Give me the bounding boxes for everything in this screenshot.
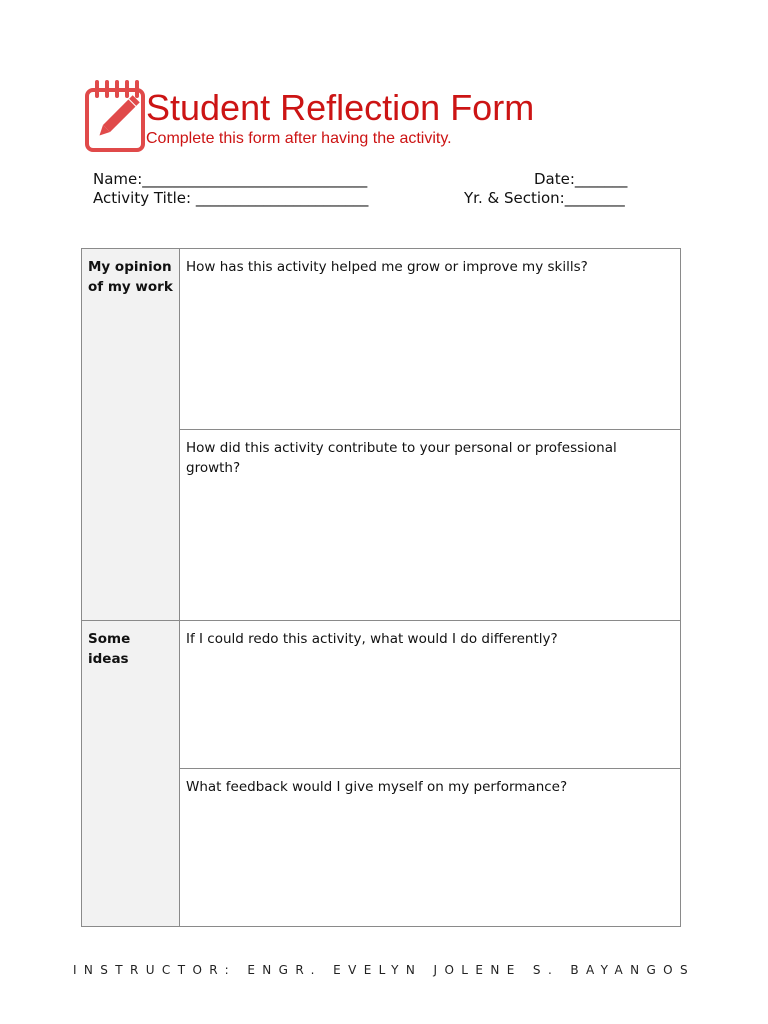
question-cell[interactable]: What feedback would I give myself on my performance? <box>180 769 681 927</box>
question-cell[interactable]: If I could redo this activity, what would I do differently? <box>180 621 681 769</box>
section-label-ideas: Some ideas <box>82 621 180 927</box>
question-cell[interactable]: How did this activity contribute to your personal or professional growth? <box>180 430 681 621</box>
table-row <box>82 621 681 769</box>
name-field[interactable]: Name:______________________________ <box>93 170 368 188</box>
page-title: Student Reflection Form <box>146 87 535 128</box>
section-field[interactable]: Yr. & Section:________ <box>464 189 625 207</box>
question-cell[interactable]: How has this activity helped me grow or improve my skills? <box>180 249 681 430</box>
instructor-footer: INSTRUCTOR: ENGR. EVELYN JOLENE S. BAYANGOS <box>72 963 696 977</box>
form-header <box>84 80 684 154</box>
table-row <box>82 249 681 430</box>
activity-title-field[interactable]: Activity Title: _______________________ <box>93 189 369 207</box>
section-label-opinion: My opinion of my work <box>82 249 180 621</box>
notepad-pencil-icon <box>84 80 146 154</box>
reflection-table <box>81 248 681 927</box>
page-subtitle: Complete this form after having the activity. <box>146 130 452 147</box>
date-field[interactable]: Date:_______ <box>534 170 628 188</box>
